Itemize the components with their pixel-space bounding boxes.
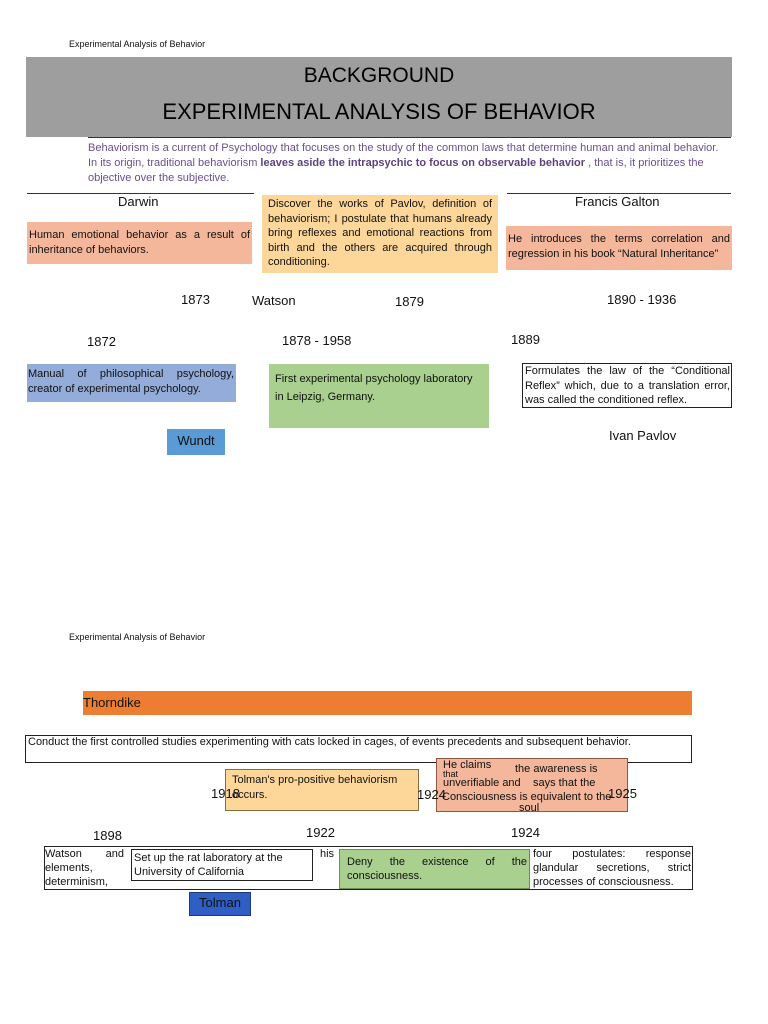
year-1924-bottom: 1924: [511, 825, 540, 840]
watson-name: Watson: [252, 293, 296, 308]
claims-box: [436, 758, 628, 812]
pavlov-name: Ivan Pavlov: [609, 428, 677, 443]
claims-soul: soul: [519, 802, 540, 812]
thorndike-bar: [83, 691, 692, 715]
watson-his-text: his: [320, 848, 335, 860]
year-1879: 1879: [395, 294, 424, 309]
darwin-name: Darwin: [118, 194, 159, 209]
tolman-propositive-box: Tolman's pro-positive behaviorism occurs.: [225, 769, 419, 811]
year-1872: 1872: [87, 334, 116, 349]
year-1925: 1925: [608, 786, 637, 801]
deny-consciousness-box: Deny the existence of the consciousness.: [339, 849, 530, 889]
divider: [88, 137, 731, 138]
year-1889: 1889: [511, 332, 540, 347]
watson-years: 1878 - 1958: [282, 333, 352, 348]
leipzig-box: [269, 364, 489, 428]
year-1924-top: 1924: [417, 787, 446, 802]
year-1922: 1922: [306, 825, 335, 840]
page-header: Experimental Analysis of Behavior: [69, 632, 206, 642]
tolman-tag: Tolman: [189, 892, 251, 916]
title-banner: [26, 57, 732, 137]
year-1873: 1873: [181, 292, 210, 307]
galton-years: 1890 - 1936: [607, 292, 677, 307]
wundt-tag: Wundt: [167, 429, 225, 455]
claims-equivalent: Consciousness is equivalent to the: [442, 791, 612, 803]
intro-paragraph: [88, 141, 728, 186]
claims-he-claims: He claims: [443, 759, 492, 771]
darwin-box: Human emotional behavior as a result of inheritance of behaviors.: [27, 222, 252, 264]
claims-awareness: the awareness is: [515, 763, 598, 775]
intro-text-1: Behaviorism is a current of Psychology that focuses on the study of the common laws that determine human and animal behavior. In its origin, traditional behaviorism: [88, 142, 719, 169]
galton-box: He introduces the terms correlation and regression in his book “Natural Inheritance”: [506, 226, 732, 270]
year-1898: 1898: [93, 828, 122, 843]
rat-lab-box: Set up the rat laboratory at the University of California: [131, 849, 313, 881]
leipzig-text: First experimental psychology laboratory in Leipzig, Germany.: [275, 373, 473, 403]
page-header: Experimental Analysis of Behavior: [69, 39, 206, 49]
year-1918: 1918: [211, 786, 240, 801]
galton-name: Francis Galton: [575, 194, 660, 209]
claims-unverifiable: unverifiable and: [443, 777, 521, 789]
claims-that: that: [443, 769, 459, 779]
intro-text-bold: leaves aside the intrapsychic to focus on observable behavior: [260, 157, 586, 169]
watson-box: Discover the works of Pavlov, definition of behaviorism; I postulate that humans already bring reflexes and emotional reactions from birth and the others are acquired through conditioning.: [262, 195, 498, 273]
thorndike-name: Thorndike: [83, 695, 141, 710]
thorndike-box: Conduct the first controlled studies experimenting with cats locked in cages, of events precedents and subsequent behavior.: [25, 735, 692, 763]
intro-text-2: , that is, it prioritizes the objective over the subjective.: [88, 157, 704, 184]
banner-title-background: BACKGROUND: [303, 64, 455, 87]
banner-title-main: EXPERIMENTAL ANALYSIS OF BEHAVIOR: [162, 99, 596, 124]
wundt-box: Manual of philosophical psychology, creator of experimental psychology.: [27, 364, 236, 402]
four-postulates-text: four postulates: response glandular secretions, strict processes of consciousness.: [533, 848, 691, 888]
watson-elements-text: Watson and elements, determinism,: [45, 848, 124, 888]
claims-says: says that the: [533, 777, 596, 789]
pavlov-box: Formulates the law of the “Conditional Reflex” which, due to a translation error, was called the conditioned reflex.: [522, 363, 732, 408]
